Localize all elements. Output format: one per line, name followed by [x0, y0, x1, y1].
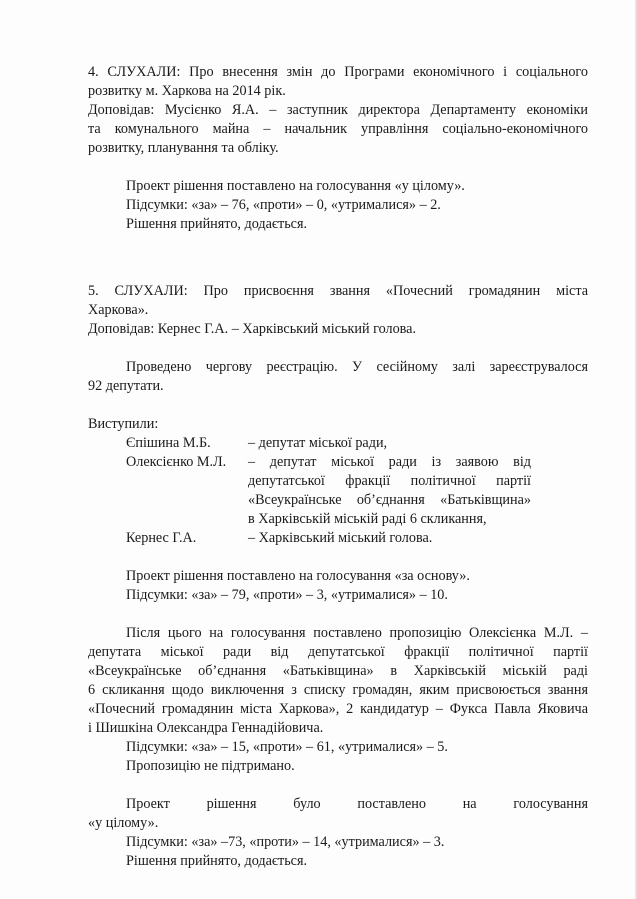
speaker-name: Єпішина М.Б. [126, 435, 211, 451]
proposal-line: «Почесний громадянин міста Харкова», 2 кандидатур – Фукса Павла Яковича [88, 701, 588, 717]
item5-vote1-result: Підсумки: «за» – 79, «проти» – 3, «утрималися» – 10. [126, 587, 448, 603]
item5-registration-line1: Проведено чергову реєстрацію. У сесійному залі зареєструвалося [126, 359, 588, 375]
item5-final-intro-line2: «у цілому». [88, 815, 159, 831]
speakers-list [126, 434, 588, 548]
item4-speaker-line1: Доповідав: Мусієнко Я.А. – заступник директора Департаменту економіки [88, 102, 588, 118]
proposal-line: «Всеукраїнське об’єднання «Батьківщина» в Харківській міській раді [88, 663, 588, 679]
proposal-line: Після цього на голосування поставлено пропозицію Олексієнка М.Л. – [126, 625, 588, 641]
speaker-role-line: депутатської фракції політичної партії [248, 473, 531, 489]
speaker-role-line: «Всеукраїнське об’єднання «Батьківщина» [248, 492, 531, 508]
item5-final-decision: Рішення прийнято, додається. [126, 853, 308, 869]
speakers-title: Виступили: [88, 416, 159, 432]
proposal-line: 6 скликання щодо виключення з списку громадян, яким присвоюється звання [88, 682, 588, 698]
item4-speaker-line3: розвитку, планування та обліку. [88, 140, 279, 156]
item4-heading-cont: розвитку м. Харкова на 2014 рік. [88, 83, 286, 99]
agenda-item-4 [88, 63, 588, 234]
item5-vote1-intro: Проект рішення поставлено на голосування «за основу». [126, 568, 470, 584]
item5-registration-line2: 92 депутати. [88, 378, 164, 394]
item5-proposal [88, 624, 588, 738]
speaker-role [248, 529, 531, 548]
item4-speaker-line2: та комунального майна – начальник управління соціально-економічного [88, 121, 588, 137]
speaker-row [126, 434, 588, 453]
item4-vote-intro: Проект рішення поставлено на голосування «у цілому». [126, 178, 465, 194]
speaker-role [248, 453, 531, 529]
document-body [88, 63, 588, 871]
item5-speaker: Доповідав: Кернес Г.А. – Харківський міський голова. [88, 321, 417, 337]
speaker-role-line: – депутат міської ради, [248, 435, 388, 451]
item5-proposal-decision: Пропозицію не підтримано. [126, 758, 295, 774]
item5-final-result: Підсумки: «за» –73, «проти» – 14, «утрималися» – 3. [126, 834, 445, 850]
speaker-role-line: – депутат міської ради із заявою від [248, 454, 531, 470]
speaker-role [248, 434, 531, 453]
proposal-line: і Шишкіна Олександра Геннадійовича. [88, 720, 324, 736]
speaker-row [126, 529, 588, 548]
item5-heading: 5. СЛУХАЛИ: Про присвоєння звання «Почесний громадянин міста [88, 283, 588, 299]
item4-heading: 4. СЛУХАЛИ: Про внесення змін до Програми економічного і соціального [88, 64, 588, 80]
item5-heading-cont: Харкова». [88, 302, 149, 318]
speaker-role-line: – Харківський міський голова. [248, 530, 433, 546]
proposal-line: депутата міської ради від депутатської фракції політичної партії [88, 644, 588, 660]
item4-vote-result: Підсумки: «за» – 76, «проти» – 0, «утрималися» – 2. [126, 197, 441, 213]
item5-proposal-result: Підсумки: «за» – 15, «проти» – 61, «утрималися» – 5. [126, 739, 448, 755]
item4-decision: Рішення прийнято, додається. [126, 216, 308, 232]
speaker-name: Олексієнко М.Л. [126, 454, 227, 470]
speaker-name: Кернес Г.А. [126, 530, 197, 546]
speaker-role-line: в Харківській міській раді 6 скликання, [248, 511, 487, 527]
speaker-row [126, 453, 588, 529]
agenda-item-5 [88, 282, 588, 871]
item5-final-intro-line1: Проект рішення було поставлено на голосування [126, 796, 588, 812]
